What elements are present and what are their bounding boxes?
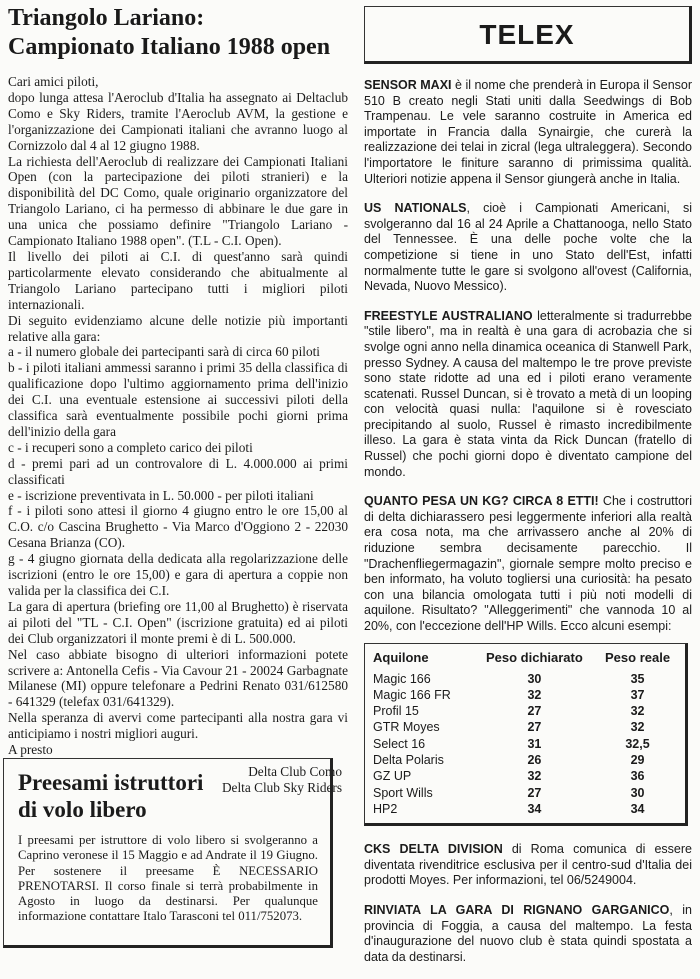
paragraph: Nella speranza di avervi come partecipanti alla nostra gara vi anticipiamo i nostri migliori auguri. xyxy=(8,710,348,742)
box-title-line-1: Preesami istruttori xyxy=(18,770,204,795)
news-item xyxy=(364,78,692,187)
declared-weight-cell: 30 xyxy=(527,671,542,686)
real-weight-cell: 35 xyxy=(630,671,645,686)
declared-weight-cell: 27 xyxy=(527,704,542,719)
real-weight-cell: 29 xyxy=(630,753,645,768)
declared-weight-cell: 32 xyxy=(527,769,542,784)
box-title xyxy=(18,769,318,823)
paragraph: La richiesta dell'Aeroclub di realizzare dei Campionati Italiani Open (con la partecipazione dei piloti stranieri) e la disponibilità del DC Como, quale originario organizzatore del Triangolo Lariano, ci ha permesso di abbinare le due gare in una unica che possiamo definire "Triangolo Lariano - Campionato Italiano 1988 open". (T.L - C.I. Open). xyxy=(8,153,348,249)
news-heading: SENSOR MAXI xyxy=(364,78,452,92)
declared-weight-cell: 32 xyxy=(527,687,542,702)
real-weight-cell: 30 xyxy=(630,785,645,800)
telex-column xyxy=(364,6,692,979)
paragraph: La gara di apertura (briefing ore 11,00 al Brughetto) è riservata ai piloti del "TL - C.I. Open" (iscrizione gratuita) ed ai piloti dei Club organizzatori il monte premi è di L. 500.000. xyxy=(8,598,348,646)
column-header: Peso reale xyxy=(605,649,671,665)
news-text: letteralmente si tradurrebbe "stile libero", ma in realtà è una gara di acrobazia che si svolge ogni anno nella dinamica oceanica di Stanwell Park, presso Sydney. A causa del maltempo le tre prove previste sono state ridotte ad una ed i piloti erano veramente scatenati. Russel Duncan, si è trovato a metà di un looping con velocità quasi nulla: l'aquilone si è rovesciato precipitando al suolo, Russel è rimasto incredibilmente illeso. La gara è stata vinta da Rick Duncan (fratello di Russel) che pochi giorni dopo è diventato campione del mondo. xyxy=(364,308,692,479)
column-header: Aquilone xyxy=(373,649,429,665)
table-body xyxy=(371,671,679,818)
telex-header: TELEX xyxy=(364,6,692,64)
signature-line-2: Delta Club Sky Riders xyxy=(221,779,342,795)
signature-line-1: Delta Club Como xyxy=(248,763,342,779)
weight-table-box xyxy=(364,643,688,827)
table-row xyxy=(371,671,679,687)
preesami-box xyxy=(3,758,333,948)
model-cell: Select 16 xyxy=(373,736,426,751)
declared-weight-cell: 26 xyxy=(527,753,542,768)
model-cell: Profil 15 xyxy=(373,704,419,719)
real-weight-cell: 34 xyxy=(630,801,645,816)
real-weight-cell: 32,5 xyxy=(625,736,650,751)
news-text: di Roma comunica di essere diventata rivenditrice esclusiva per il centro-sud d'Italia dei prodotti Moyes. Per informazioni, tel 06/5249004. xyxy=(364,842,692,888)
table-row xyxy=(371,801,679,817)
news-heading: CKS DELTA DIVISION xyxy=(364,842,503,857)
real-weight-cell: 32 xyxy=(630,704,645,719)
list-item: b - i piloti italiani ammessi saranno i primi 35 della classifica di qualificazione dopo l'ultimo aggiornamento prima dell'inizio dei C.I. una eventuale estensione ai successivi piloti della classifica sarà eventualmente possibile pochi giorni prima dell'inizio della gara xyxy=(8,360,348,439)
model-cell: HP2 xyxy=(373,801,398,816)
news-heading: RINVIATA LA GARA DI RIGNANO GARGANICO xyxy=(364,903,670,918)
declared-weight-cell: 27 xyxy=(527,720,542,735)
table-row xyxy=(371,736,679,752)
list-item: f - i piloti sono attesi il giorno 4 giugno entro le ore 15,00 al C.O. c/o Cascina Brughetto - Via Marco d'Oggiono 2 - 22030 Cesana Brianza (CO). xyxy=(8,503,348,551)
news-text: , cioè i Campionati Americani, si svolgeranno dal 16 al 24 Aprile a Chattanooga, nello Stato del Tennessee. È una delle poche volte che la competizione si tiene in uno Stato dell'Est, infatti normalmente tutte le gare si svolgono all'ovest (California, Nevada, Nuovo Messico). xyxy=(364,201,693,294)
news-heading: FREESTYLE AUSTRALIANO xyxy=(364,308,533,323)
column-header: Peso dichiarato xyxy=(485,649,583,665)
list-item: g - 4 giugno giornata della dedicata alla regolarizzazione delle iscrizioni (entro le ore 15,00) e gara di apertura a coppie non valida per la classifica dei C.I. xyxy=(8,551,348,598)
news-text: è il nome che prenderà in Europa il Sensor 510 B creato negli Stati uniti dalla Seedwings di Bob Trampenau. Le vele saranno costruite in America ed importate in Francia dalla Synairgie, che curerà la realizzazione dei telai in zicral (lega ultraleggera). Secondo l'importatore le finiture saranno di primissima qualità. Ulteriori notizie appena il Sensor giungerà anche in Italia. xyxy=(364,78,693,186)
real-weight-cell: 32 xyxy=(630,720,645,735)
list-item: a - il numero globale dei partecipanti sarà di circa 60 piloti xyxy=(8,344,320,360)
left-article xyxy=(8,4,348,796)
table-row xyxy=(371,703,679,719)
declared-weight-cell: 34 xyxy=(527,801,542,816)
news-text: , in provincia di Foggia, a causa del maltempo. La festa d'inaugurazione del nuovo club è stata quindi spostata a data da destinarsi. xyxy=(364,903,692,964)
article-title xyxy=(8,4,348,62)
list-item: c - i recuperi sono a completo carico dei piloti xyxy=(8,439,253,455)
list-item: e - iscrizione preventivata in L. 50.000 - per piloti italiani xyxy=(8,487,314,503)
model-cell: Magic 166 xyxy=(373,671,431,686)
article-title-line-1: Triangolo Lariano: xyxy=(8,5,205,31)
paragraph: dopo lunga attesa l'Aeroclub d'Italia ha assegnato ai Deltaclub Como e Sky Riders, tramite l'Aeroclub AVM, la gestione e l'organizzazione dei Campionati italiani che avranno luogo al Cornizzolo dal 4 al 12 giugno 1988. xyxy=(8,89,348,153)
news-item xyxy=(364,903,692,965)
paragraph: Cari amici piloti, xyxy=(8,74,99,89)
paragraph: A presto xyxy=(8,742,53,758)
list-item: d - premi pari ad un controvalore di L. 4.000.000 ai primi classificati xyxy=(8,455,348,487)
news-item xyxy=(364,842,692,889)
news-item xyxy=(364,309,692,481)
news-item xyxy=(364,494,692,634)
news-text: Che i costruttori di delta dichiarassero pesi leggermente inferiori alla realtà era cosa nota, ma che arrivassero anche al 20% di riduzione sembra decisamente parecchio. Il "Drachenfliegermagazin", giornale sempre molto preciso e ben informato, ha voluto togliersi una curiosità: ha pesato con una bilancia omologata tutti i più noti modelli di aquilone. Risultato? "Alleggerimenti" che vannoda 10 al 20%, con l'eccezione dell'HP Wills. Ecco alcuni esempi: xyxy=(364,494,692,633)
article-body xyxy=(8,74,348,758)
declared-weight-cell: 27 xyxy=(527,785,542,800)
table-row xyxy=(371,752,679,768)
article-title-line-2: Campionato Italiano 1988 open xyxy=(8,34,331,60)
box-body: I preesami per istruttore di volo libero si svolgeranno a Caprino veronese il 15 Maggio e ad Andrate il 19 Giugno. Per sostenere il preesame È NECESSARIO PRENOTARSI. Il corso finale si terrà probabilmente in Agosto in luogo da destinarsi. Per qualunque informazione contattare Italo Tarasconi tel 011/752073. xyxy=(18,833,318,924)
paragraph: Di seguito evidenziamo alcune delle notizie più importanti relative alla gara: xyxy=(8,312,348,344)
weight-table xyxy=(371,650,679,818)
model-cell: Magic 166 FR xyxy=(373,687,451,702)
box-title-line-2: di volo libero xyxy=(18,797,147,822)
table-row xyxy=(371,768,679,784)
news-heading: QUANTO PESA UN KG? CIRCA 8 ETTI! xyxy=(364,494,599,509)
paragraph: Nel caso abbiate bisogno di ulteriori informazioni potete scrivere a: Antonella Cefis - Via Cavour 21 - 20024 Garbagnate Milanese (MI) oppure telefonare a Pedrini Renato 031/612580 - 641329 (telefax 031/641329). xyxy=(8,646,348,710)
model-cell: GTR Moyes xyxy=(373,720,440,735)
model-cell: GZ UP xyxy=(373,769,412,784)
model-cell: Sport Wills xyxy=(373,785,433,800)
declared-weight-cell: 31 xyxy=(527,736,542,751)
table-row xyxy=(371,719,679,735)
paragraph: Il livello dei piloti ai C.I. di quest'anno sarà quindi particolarmente elevato considerando che abitualmente al Triangolo Lariano partecipano tutti i migliori piloti internazionali. xyxy=(8,248,348,312)
table-header-row xyxy=(371,650,679,671)
table-row xyxy=(371,785,679,801)
real-weight-cell: 37 xyxy=(630,687,645,702)
table-row xyxy=(371,687,679,703)
model-cell: Delta Polaris xyxy=(373,753,444,768)
news-heading: US NATIONALS xyxy=(364,201,467,216)
news-item xyxy=(364,201,692,295)
real-weight-cell: 36 xyxy=(630,769,645,784)
